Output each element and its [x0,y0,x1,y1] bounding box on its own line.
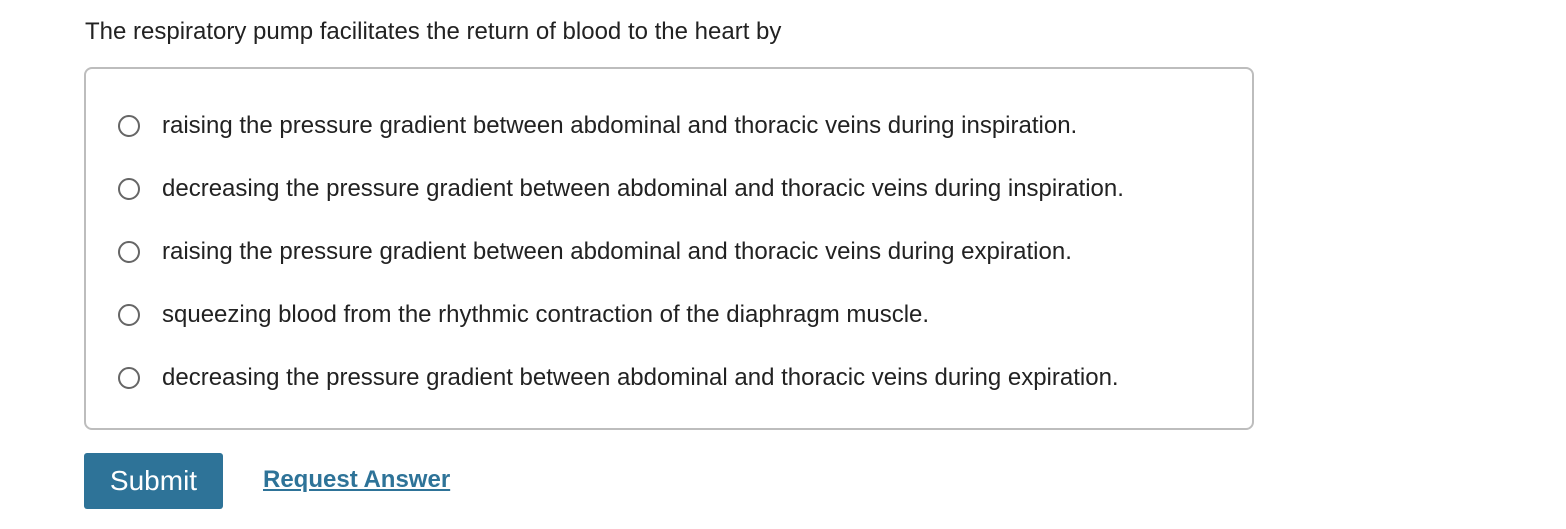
answer-option-5[interactable] [118,363,1119,393]
answer-option-label: raising the pressure gradient between abdominal and thoracic veins during expiration. [162,238,1072,265]
answer-option-1[interactable] [118,111,1077,141]
answer-option-4[interactable] [118,300,929,330]
submit-button[interactable]: Submit [84,453,223,509]
answer-options [84,67,1254,430]
request-answer-link[interactable]: Request Answer [263,466,451,493]
radio-button-4[interactable] [118,304,140,326]
answer-option-label: squeezing blood from the rhythmic contraction of the diaphragm muscle. [162,301,930,328]
radio-button-1[interactable] [118,115,140,137]
radio-button-3[interactable] [118,241,140,263]
radio-button-2[interactable] [118,178,140,200]
answer-option-label: raising the pressure gradient between abdominal and thoracic veins during inspiration. [162,112,1078,139]
answer-option-label: decreasing the pressure gradient between abdominal and thoracic veins during inspiration. [162,175,1124,202]
question-text: The respiratory pump facilitates the return of blood to the heart by [85,18,782,45]
answer-option-label: decreasing the pressure gradient between abdominal and thoracic veins during expiration. [162,364,1119,391]
answer-option-2[interactable] [118,174,1124,204]
radio-button-5[interactable] [118,367,140,389]
answer-option-3[interactable] [118,237,1072,267]
